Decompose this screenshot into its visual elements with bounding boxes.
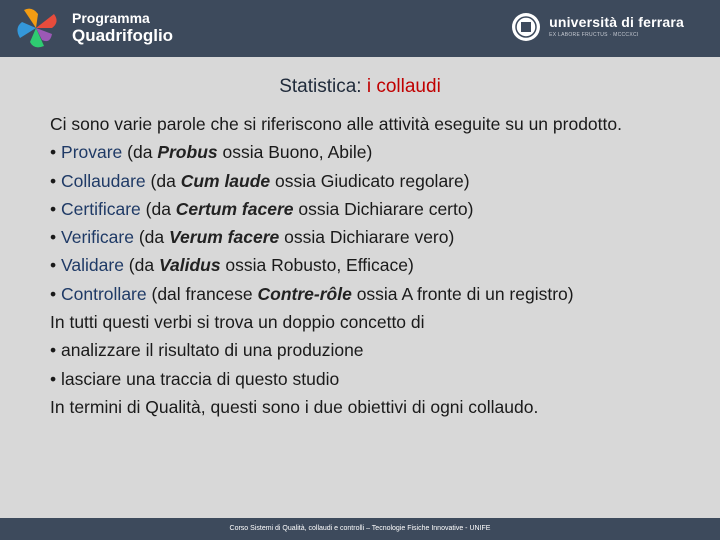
concept-item: • lasciare una traccia di questo studio — [50, 368, 340, 389]
bullet: • — [50, 283, 57, 304]
bullet: • — [50, 198, 57, 219]
term-pre: (da — [133, 227, 169, 248]
term-word: Provare — [61, 142, 123, 163]
term-word: Verificare — [61, 227, 134, 248]
term-origin: Cum laude — [180, 170, 271, 191]
concept-intro: In tutti questi verbi si trova un doppio concetto di — [50, 312, 425, 333]
bullet: • — [50, 170, 57, 191]
term-pre: (da — [145, 170, 181, 191]
term-post: ossia Robusto, Efficace) — [220, 255, 414, 276]
slide-body — [50, 110, 690, 421]
term-word: Collaudare — [61, 170, 146, 191]
term-pre: (da — [140, 198, 176, 219]
footer-text: Corso Sistemi di Qualità, collaudi e controlli – Tecnologie Fisiche Innovative - UNIFE — [229, 525, 491, 532]
term-origin: Probus — [157, 142, 218, 163]
university-logo — [549, 14, 684, 38]
term-word: Certificare — [61, 198, 141, 219]
term-post: ossia A fronte di un registro) — [351, 283, 574, 304]
slide-title — [0, 76, 720, 98]
intro-text: Ci sono varie parole che si riferiscono alle attività eseguite su un prodotto. — [50, 114, 622, 134]
quadrifoglio-logo-icon — [6, 4, 66, 52]
term-pre: (da — [122, 142, 158, 163]
term-pre: (da — [123, 255, 159, 276]
term-word: Controllare — [61, 283, 147, 304]
term-provare — [50, 138, 690, 166]
title-accent: i collaudi — [366, 76, 441, 97]
term-word: Validare — [61, 255, 124, 276]
term-verificare — [50, 223, 690, 251]
term-origin: Verum facere — [169, 227, 280, 248]
brand-line1: Programma — [72, 10, 150, 26]
term-certificare — [50, 195, 690, 223]
term-post: ossia Dichiarare certo) — [293, 198, 474, 219]
title-prefix: Statistica: — [279, 76, 362, 97]
university-tagline: EX LABORE FRUCTUS · MCCCXCI — [549, 32, 639, 38]
term-post: ossia Giudicato regolare) — [270, 170, 470, 191]
brand-line2: Quadrifoglio — [72, 26, 174, 45]
term-controllare — [50, 280, 690, 308]
term-validare — [50, 251, 690, 279]
university-name: università di ferrara — [549, 14, 684, 30]
bullet: • — [50, 255, 57, 276]
term-post: ossia Dichiarare vero) — [279, 227, 455, 248]
term-pre: (dal francese — [146, 283, 258, 304]
term-origin: Contre-rôle — [257, 283, 352, 304]
term-origin: Validus — [158, 255, 221, 276]
term-post: ossia Buono, Abile) — [217, 142, 373, 163]
header-bar — [0, 0, 720, 57]
term-collaudare — [50, 167, 690, 195]
conclusion-text: In termini di Qualità, questi sono i due obiettivi di ogni collaudo. — [50, 396, 539, 417]
bullet: • — [50, 227, 57, 248]
bullet: • — [50, 142, 57, 163]
footer-bar — [0, 518, 720, 540]
brand-name — [72, 10, 173, 44]
term-origin: Certum facere — [175, 198, 294, 219]
university-seal-icon — [511, 12, 541, 42]
concept-item: • analizzare il risultato di una produzione — [50, 340, 364, 361]
